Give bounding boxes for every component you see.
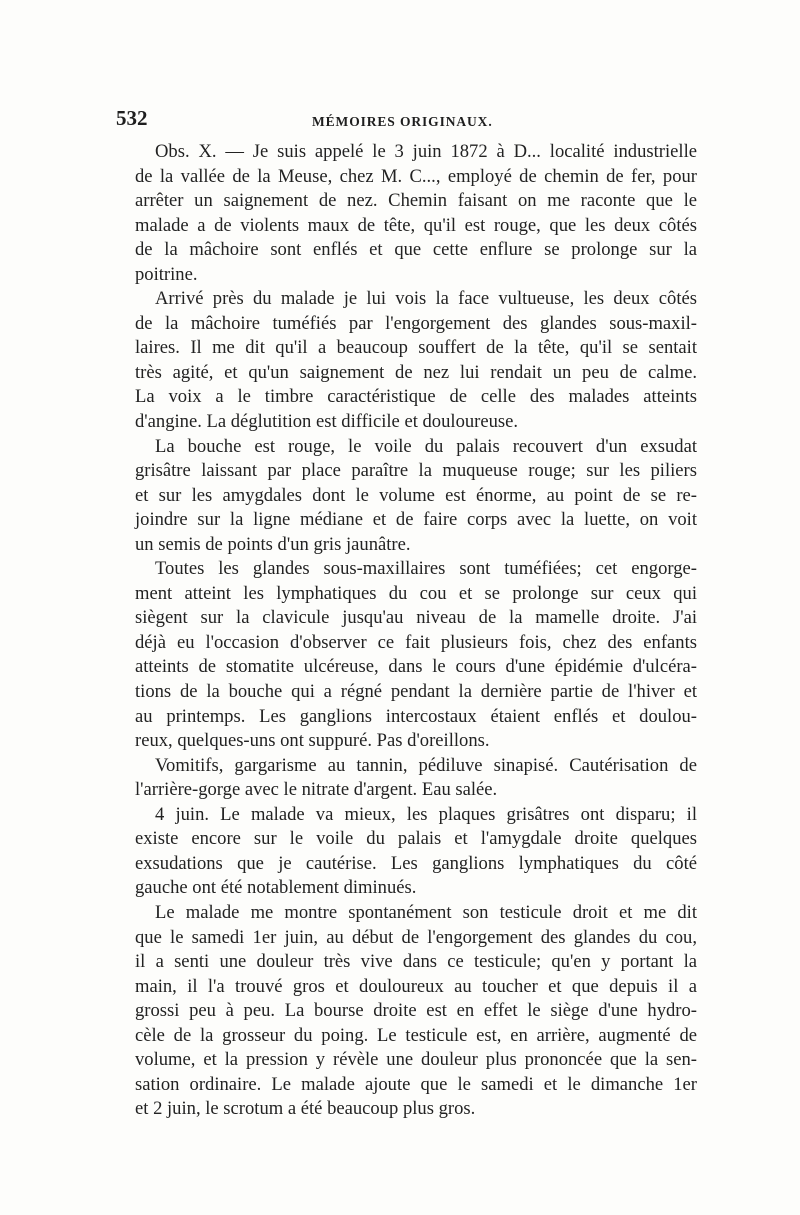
- text-line: 4 juin. Le malade va mieux, les plaques grisâtres ont disparu; il: [155, 803, 697, 825]
- text-line: Le malade me montre spontanément son testicule droit et me dit: [155, 901, 697, 923]
- text-line: cèle de la grosseur du poing. Le testicule est, en arrière, augmenté de: [135, 1024, 697, 1046]
- text-line: La voix a le timbre caractéristique de celle des malades atteints: [135, 386, 697, 408]
- text-line: très agité, et qu'un saignement de nez lui rendait un peu de calme.: [135, 361, 697, 383]
- text-line: laires. Il me dit qu'il a beaucoup souffert de la tête, qu'il se sentait: [135, 337, 697, 359]
- text-line: Vomitifs, gargarisme au tannin, pédiluve sinapisé. Cautérisation de: [155, 754, 697, 776]
- text-line: tions de la bouche qui a régné pendant la dernière partie de l'hiver et: [135, 681, 697, 703]
- text-line: et sur les amygdales dont le volume est énorme, au point de se re-: [135, 484, 697, 506]
- text-line: La bouche est rouge, le voile du palais recouvert d'un exsudat: [155, 435, 697, 457]
- text-line: grossi peu à peu. La bourse droite est en effet le siège d'une hydro-: [135, 1000, 697, 1022]
- paragraph: [135, 140, 697, 287]
- text-line: un semis de points d'un gris jaunâtre.: [135, 533, 411, 555]
- text-line: l'arrière-gorge avec le nitrate d'argent. Eau salée.: [135, 779, 498, 801]
- running-title: MÉMOIRES ORIGINAUX.: [312, 114, 493, 129]
- text-line: Obs. X. — Je suis appelé le 3 juin 1872 à D... localité industrielle: [155, 141, 697, 162]
- text-line: siègent sur la clavicule jusqu'au niveau de la mamelle droite. J'ai: [135, 607, 697, 629]
- text-line: de la mâchoire sont enflés et que cette enflure se prolonge sur la: [135, 239, 697, 261]
- text-line: ment atteint les lymphatiques du cou et se prolonge sur ceux qui: [135, 582, 697, 604]
- paragraph: [135, 557, 697, 753]
- text-line: grisâtre laissant par place paraître la muqueuse rouge; sur les piliers: [135, 460, 697, 482]
- text-line: volume, et la pression y révèle une douleur plus prononcée que la sen-: [135, 1049, 697, 1071]
- text-line: atteints de stomatite ulcéreuse, dans le cours d'une épidémie d'ulcéra-: [135, 656, 697, 678]
- paragraph: [135, 287, 697, 434]
- text-line: arrêter un saignement de nez. Chemin faisant on me raconte que le: [135, 190, 697, 212]
- text-line: de la vallée de la Meuse, chez M. C..., employé de chemin de fer, pour: [135, 165, 697, 187]
- text-line: reux, quelques-uns ont suppuré. Pas d'oreillons.: [135, 730, 490, 752]
- paragraph: [135, 754, 697, 803]
- text-line: que le samedi 1er juin, au début de l'engorgement des glandes du cou,: [135, 926, 697, 948]
- page-header: [116, 106, 696, 136]
- text-line: d'angine. La déglutition est difficile et douloureuse.: [135, 411, 519, 433]
- page-number: 532: [116, 106, 148, 130]
- text-line: et 2 juin, le scrotum a été beaucoup plus gros.: [135, 1098, 476, 1120]
- text-line: existe encore sur le voile du palais et l'amygdale droite quelques: [135, 828, 697, 850]
- paragraph: [135, 901, 697, 1122]
- text-line: déjà eu l'occasion d'observer ce fait plusieurs fois, chez des enfants: [135, 631, 697, 653]
- text-line: malade a de violents maux de tête, qu'il est rouge, que les deux côtés: [135, 214, 697, 236]
- text-line: Arrivé près du malade je lui vois la face vultueuse, les deux côtés: [155, 288, 697, 310]
- text-line: exsudations que je cautérise. Les ganglions lymphatiques du côté: [135, 852, 697, 874]
- paragraph: [135, 803, 697, 901]
- text-line: sation ordinaire. Le malade ajoute que le samedi et le dimanche 1er: [135, 1073, 697, 1095]
- text-line: de la mâchoire tuméfiés par l'engorgement des glandes sous-maxil-: [135, 312, 697, 334]
- text-line: joindre sur la ligne médiane et de faire corps avec la luette, on voit: [135, 509, 697, 531]
- text-line: poitrine.: [135, 263, 198, 285]
- paragraph: [135, 435, 697, 558]
- text-line: main, il l'a trouvé gros et douloureux au toucher et que depuis il a: [135, 975, 697, 997]
- body-text: [135, 140, 697, 1122]
- text-line: Toutes les glandes sous-maxillaires sont tuméfiées; cet engorge-: [155, 558, 697, 580]
- text-line: au printemps. Les ganglions intercostaux étaient enflés et doulou-: [135, 705, 697, 727]
- text-line: il a senti une douleur très vive dans ce testicule; qu'en y portant la: [135, 951, 697, 973]
- text-line: gauche ont été notablement diminués.: [135, 877, 417, 899]
